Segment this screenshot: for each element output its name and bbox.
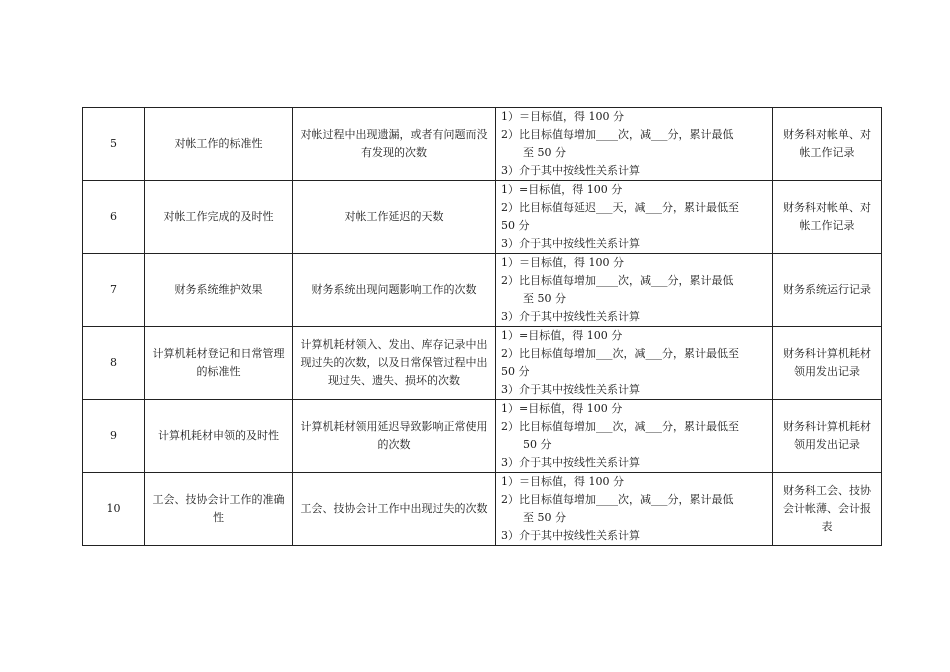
- indicator-definition: 对帐过程中出现遗漏，或者有问题而没有发现的次数: [293, 108, 496, 181]
- indicator-name: 计算机耗材登记和日常管理的标准性: [145, 327, 293, 400]
- data-source: 财务科对帐单、对帐工作记录: [773, 108, 882, 181]
- scoring-standard: [496, 181, 773, 254]
- row-number: 8: [83, 327, 145, 400]
- kpi-table: [82, 107, 882, 546]
- standard-line: 2）比目标值每增加____次，减___分，累计最低: [501, 128, 734, 141]
- standard-line: 3）介于其中按线性关系计算: [501, 237, 640, 250]
- row-number: 10: [83, 473, 145, 546]
- standard-line: 3）介于其中按线性关系计算: [501, 529, 640, 542]
- standard-line: 1）＝目标值，得 100 分: [501, 110, 624, 123]
- indicator-name: 对帐工作完成的及时性: [145, 181, 293, 254]
- data-source: 财务科计算机耗材领用发出记录: [773, 327, 882, 400]
- standard-line: 1）＝目标值，得 100 分: [501, 256, 624, 269]
- row-number: 5: [83, 108, 145, 181]
- row-number: 6: [83, 181, 145, 254]
- standard-line: 1）=目标值，得 100 分: [501, 183, 623, 196]
- standard-line: 1）=目标值，得 100 分: [501, 329, 623, 342]
- scoring-standard: [496, 473, 773, 546]
- standard-line: 1）=目标值，得 100 分: [501, 402, 623, 415]
- standard-line: 3）介于其中按线性关系计算: [501, 164, 640, 177]
- standard-line: 3）介于其中按线性关系计算: [501, 456, 640, 469]
- table-row: [83, 181, 882, 254]
- data-source: 财务科工会、技协会计帐薄、会计报表: [773, 473, 882, 546]
- standard-line: 2）比目标值每增加___次，减___分，累计最低至: [501, 347, 739, 360]
- indicator-name: 工会、技协会计工作的准确性: [145, 473, 293, 546]
- standard-line: 至 50 分: [523, 511, 566, 524]
- standard-line: 50 分: [501, 219, 530, 232]
- indicator-name: 计算机耗材申领的及时性: [145, 400, 293, 473]
- table-row: [83, 327, 882, 400]
- data-source: 财务科对帐单、对帐工作记录: [773, 181, 882, 254]
- table-row: [83, 108, 882, 181]
- standard-line: 3）介于其中按线性关系计算: [501, 310, 640, 323]
- standard-line: 2）比目标值每增加____次，减___分，累计最低: [501, 274, 734, 287]
- indicator-name: 财务系统维护效果: [145, 254, 293, 327]
- scoring-standard: [496, 254, 773, 327]
- indicator-definition: 计算机耗材领入、发出、库存记录中出现过失的次数，以及日常保管过程中出现过失、遗失、损坏的次数: [293, 327, 496, 400]
- indicator-definition: 计算机耗材领用延迟导致影响正常使用的次数: [293, 400, 496, 473]
- table-row: [83, 400, 882, 473]
- indicator-definition: 工会、技协会计工作中出现过失的次数: [293, 473, 496, 546]
- standard-line: 50 分: [501, 365, 530, 378]
- indicator-definition: 财务系统出现问题影响工作的次数: [293, 254, 496, 327]
- standard-line: 1）＝目标值，得 100 分: [501, 475, 624, 488]
- row-number: 9: [83, 400, 145, 473]
- data-source: 财务科计算机耗材领用发出记录: [773, 400, 882, 473]
- indicator-name: 对帐工作的标准性: [145, 108, 293, 181]
- scoring-standard: [496, 108, 773, 181]
- standard-line: 2）比目标值每增加___次，减___分，累计最低至: [501, 420, 739, 433]
- scoring-standard: [496, 327, 773, 400]
- standard-line: 50 分: [523, 438, 552, 451]
- scoring-standard: [496, 400, 773, 473]
- standard-line: 至 50 分: [523, 292, 566, 305]
- data-source: 财务系统运行记录: [773, 254, 882, 327]
- standard-line: 至 50 分: [523, 146, 566, 159]
- table-row: [83, 473, 882, 546]
- standard-line: 2）比目标值每增加____次，减___分，累计最低: [501, 493, 734, 506]
- table-row: [83, 254, 882, 327]
- standard-line: 2）比目标值每延迟___天，减___分，累计最低至: [501, 201, 739, 214]
- standard-line: 3）介于其中按线性关系计算: [501, 383, 640, 396]
- row-number: 7: [83, 254, 145, 327]
- indicator-definition: 对帐工作延迟的天数: [293, 181, 496, 254]
